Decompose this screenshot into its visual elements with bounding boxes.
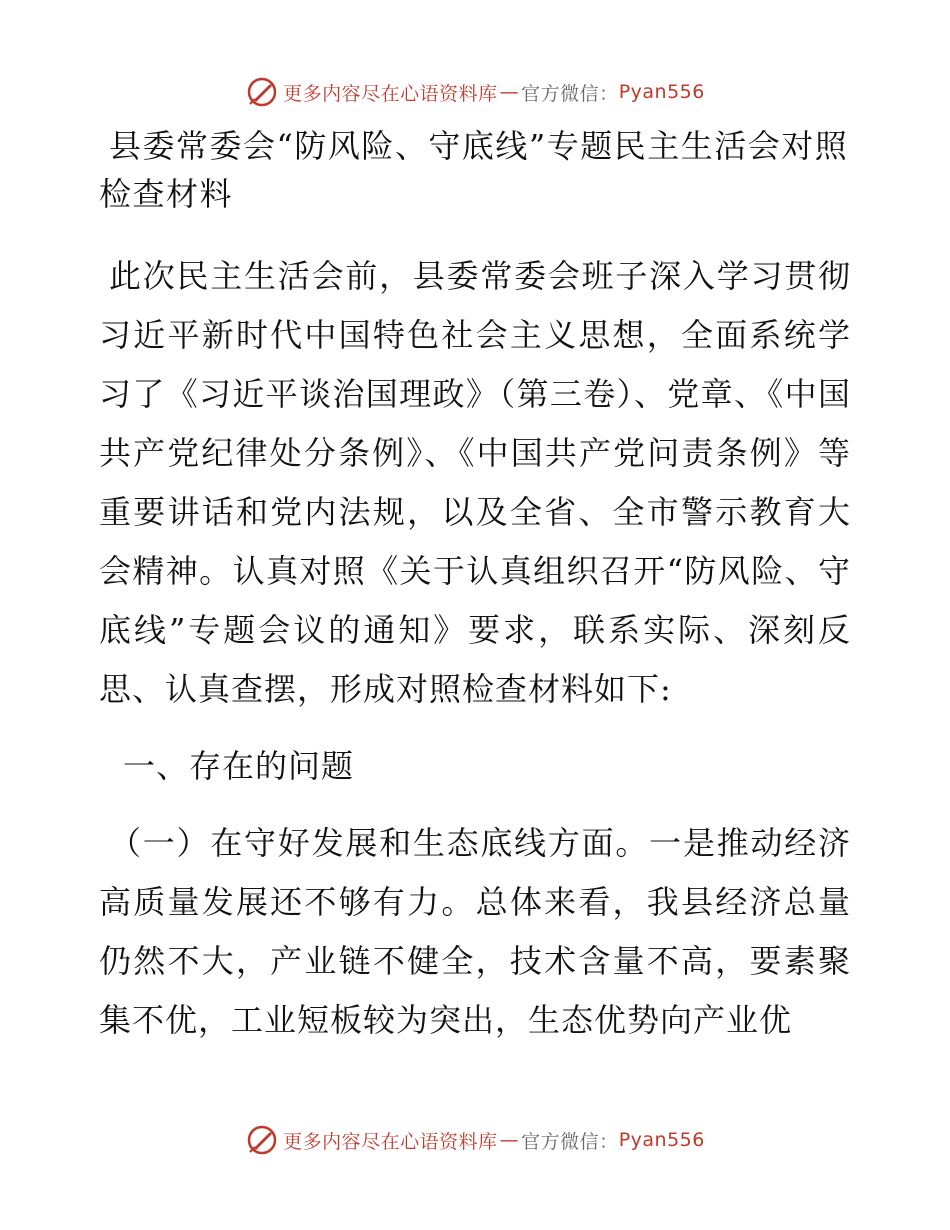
- quill-seal-icon: [245, 1123, 279, 1157]
- watermark-wechat-id: Pyan556: [618, 1129, 705, 1151]
- watermark-wechat-label: 官方微信：: [521, 1130, 619, 1153]
- quill-seal-icon: [245, 75, 279, 109]
- watermark-wechat-id: Pyan556: [618, 81, 705, 103]
- watermark-slogan: 更多内容尽在心语资料库: [283, 1130, 498, 1153]
- watermark-dash: —: [499, 1129, 520, 1151]
- watermark-slogan: 更多内容尽在心语资料库: [283, 82, 498, 105]
- intro-paragraph: 此次民主生活会前，县委常委会班子深入学习贯彻习近平新时代中国特色社会主义思想，全面系统学习了《习近平谈治国理政》（第三卷）、党章、《中国共产党纪律处分条例》、《中国共产党问责条例》等重要讲话和党内法规，以及全省、全市警示教育大会精神。认真对照《关于认真组织召开“防风险、守底线”专题会议的通知》要求，联系实际、深刻反思、认真查摆，形成对照检查材料如下:: [99, 257, 851, 708]
- section-paragraph: （一）在守好发展和生态底线方面。一是推动经济高质量发展还不够有力。总体来看，我县经济总量仍然不大，产业链不健全，技术含量不高，要素聚集不优，工业短板较为突出，生态优势向产业优: [99, 824, 851, 1039]
- watermark-header: [0, 72, 950, 112]
- section-heading: 一、存在的问题: [123, 747, 355, 785]
- watermark-wechat-label: 官方微信：: [521, 82, 619, 105]
- watermark-footer: [0, 1120, 950, 1160]
- watermark-dash: —: [499, 81, 520, 103]
- document-title: 县委常委会“防风险、守底线”专题民主生活会对照检查材料: [99, 127, 849, 213]
- document-body: [99, 122, 851, 1050]
